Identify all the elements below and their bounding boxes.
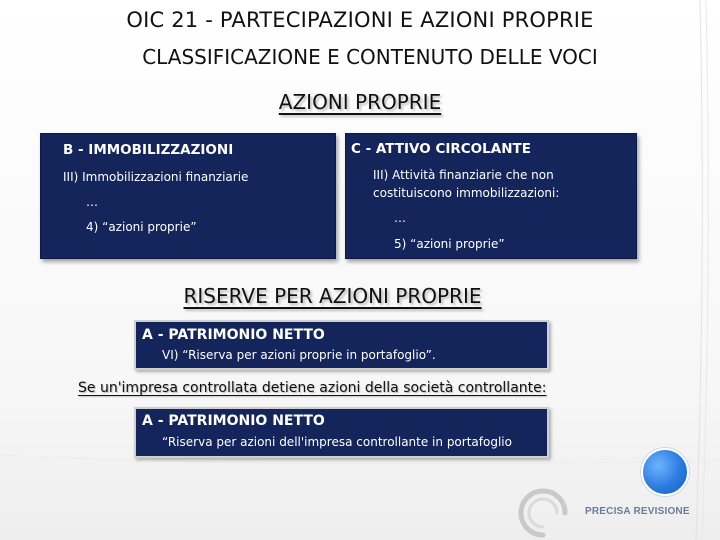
logo-swirl-icon — [513, 485, 573, 540]
patrimonio-netto-line-2: “Riserva per azioni dell'impresa controllante in portafoglio — [162, 435, 512, 449]
immobilizzazioni-line-3: 4) “azioni proprie” — [86, 220, 197, 234]
patrimonio-netto-heading-1: A - PATRIMONIO NETTO — [142, 327, 325, 343]
page-title: OIC 21 - PARTECIPAZIONI E AZIONI PROPRIE — [126, 8, 594, 32]
attivo-circolante-line-3: … — [394, 211, 406, 225]
immobilizzazioni-line-2: … — [86, 195, 98, 209]
page-subtitle: CLASSIFICAZIONE E CONTENUTO DELLE VOCI — [142, 45, 598, 69]
patrimonio-netto-heading-2: A - PATRIMONIO NETTO — [142, 413, 325, 429]
section-heading-azioni-proprie: AZIONI PROPRIE — [278, 90, 442, 114]
controllata-statement: Se un'impresa controllata detiene azioni della società controllante: — [78, 380, 547, 396]
riserve-heading: RISERVE PER AZIONI PROPRIE — [183, 284, 482, 308]
attivo-circolante-heading: C - ATTIVO CIRCOLANTE — [351, 141, 531, 157]
logo-text: PRECISA REVISIONE — [585, 506, 690, 517]
attivo-circolante-box — [345, 133, 637, 259]
patrimonio-netto-line-1: VI) “Riserva per azioni proprie in portafoglio”. — [162, 348, 436, 362]
attivo-circolante-line-4: 5) “azioni proprie” — [394, 237, 505, 251]
attivo-circolante-line-2: costituiscono immobilizzazioni: — [373, 186, 560, 200]
attivo-circolante-line-1: III) Attività finanziarie che non — [373, 168, 554, 182]
immobilizzazioni-heading: B - IMMOBILIZZAZIONI — [63, 142, 234, 158]
patrimonio-netto-box-1 — [134, 320, 549, 370]
immobilizzazioni-line-1: III) Immobilizzazioni finanziarie — [63, 170, 249, 184]
blue-circle-icon — [641, 448, 689, 496]
patrimonio-netto-box-2 — [134, 407, 549, 458]
immobilizzazioni-box — [40, 133, 336, 259]
